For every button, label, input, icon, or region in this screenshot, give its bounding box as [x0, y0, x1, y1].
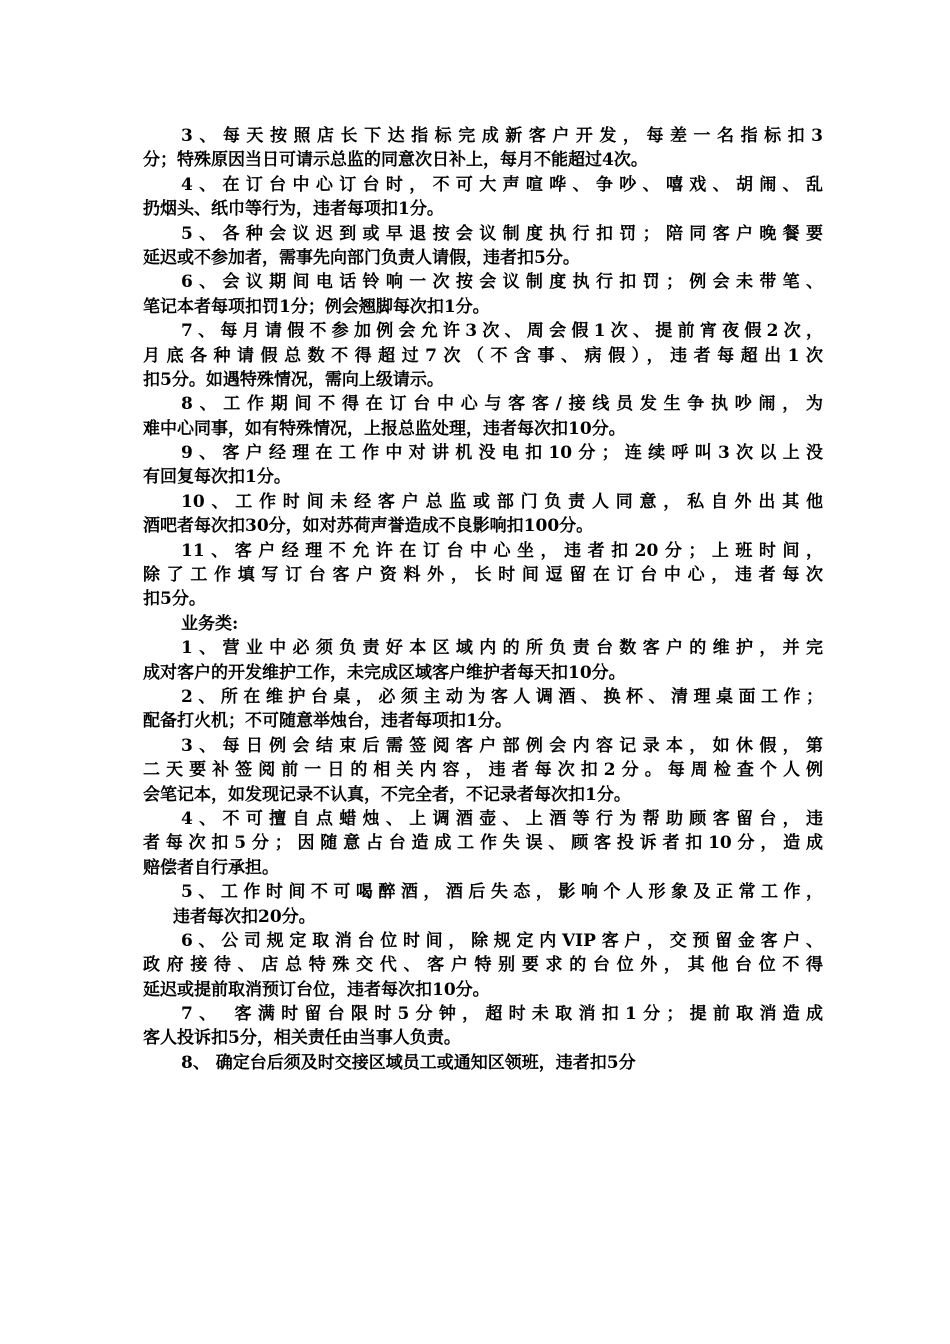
text-line: 5、工作时间不可喝醉酒，酒后失态，影响个人形象及正常工作，	[181, 882, 823, 903]
text-line: 扣5分。	[143, 589, 206, 610]
text-line: 延迟或不参加者，需事先向部门负责人请假，违者扣5分。	[143, 247, 580, 268]
text-line: 政府接待、店总特殊交代、客户特别要求的台位外，其他台位不得	[143, 955, 823, 976]
text-line: 6、会议期间电话铃响一次按会议制度执行扣罚；例会未带笔、	[181, 272, 823, 293]
text-line: 客人投诉扣5分，相关责任由当事人负责。	[143, 1028, 461, 1049]
text-line: 会笔记本，如发现记录不认真，不完全者，不记录者每次扣1分。	[143, 784, 631, 805]
text-line: 延迟或提前取消预订台位，违者每次扣10分。	[143, 979, 490, 1000]
text-line: 7、 客满时留台限时5分钟，超时未取消扣1分；提前取消造成	[181, 1004, 823, 1025]
text-line: 月底各种请假总数不得超过7次（不含事、病假），违者每超出1次	[143, 345, 823, 366]
text-line: 5、各种会议迟到或早退按会议制度执行扣罚；陪同客户晚餐要	[181, 223, 823, 244]
text-line: 8、工作期间不得在订台中心与客客/接线员发生争执吵闹，为	[181, 394, 823, 415]
text-line: 2、所在维护台桌，必须主动为客人调酒、换杯、清理桌面工作；	[181, 686, 823, 707]
text-line: 二天要补签阅前一日的相关内容，违者每次扣2分。每周检查个人例	[143, 760, 823, 781]
text-line: 业务类:	[181, 613, 239, 634]
text-line: 6、公司规定取消台位时间，除规定内VIP客户，交预留金客户、	[181, 930, 823, 951]
text-line: 扔烟头、纸巾等行为，违者每项扣1分。	[143, 199, 444, 220]
text-line: 10、工作时间未经客户总监或部门负责人同意，私自外出其他	[181, 491, 823, 512]
text-line: 7、每月请假不参加例会允许3次、周会假1次、提前宵夜假2次，	[181, 321, 823, 342]
text-line: 9、客户经理在工作中对讲机没电扣10分；连续呼叫3次以上没	[181, 443, 823, 464]
text-line: 4、在订台中心订台时，不可大声喧哗、争吵、嘻戏、胡闹、乱	[181, 174, 823, 195]
text-line: 配备打火机；不可随意举烛台，违者每项扣1分。	[143, 711, 512, 732]
text-line: 违者每次扣20分。	[173, 906, 316, 927]
text-line: 有回复每次扣1分。	[143, 467, 291, 488]
text-line: 8、 确定台后须及时交接区域员工或通知区领班，违者扣5分	[181, 1052, 636, 1073]
text-line: 11、客户经理不允许在订台中心坐，违者扣20分；上班时间，	[181, 540, 823, 561]
text-line: 笔记本者每项扣罚1分；例会翘脚每次扣1分。	[143, 296, 490, 317]
text-line: 3、每天按照店长下达指标完成新客户开发，每差一名指标扣3	[181, 126, 823, 146]
text-line: 者每次扣5分；因随意占台造成工作失误、顾客投诉者扣10分，造成	[143, 833, 823, 854]
text-line: 1、营业中必须负责好本区域内的所负责台数客户的维护，并完	[181, 638, 823, 659]
text-line: 成对客户的开发维护工作，未完成区域客户维护者每天扣10分。	[143, 662, 626, 683]
text-line: 除了工作填写订台客户资料外，长时间逗留在订台中心，违者每次	[143, 565, 823, 586]
text-line: 难中心同事，如有特殊情况，上报总监处理，违者每次扣10分。	[143, 418, 626, 439]
text-line: 扣5分。如遇特殊情况，需向上级请示。	[143, 369, 444, 390]
text-line: 4、不可擅自点蜡烛、上调酒壶、上酒等行为帮助顾客留台，违	[181, 808, 823, 829]
document-body	[143, 124, 823, 1075]
text-line: 分；特殊原因当日可请示总监的同意次日补上，每月不能超过4次。	[143, 150, 648, 171]
text-line: 酒吧者每次扣30分，如对苏荷声誉造成不良影响扣100分。	[143, 516, 594, 537]
text-line: 赔偿者自行承担。	[143, 857, 279, 878]
text-line: 3、每日例会结束后需签阅客户部例会内容记录本，如休假，第	[181, 735, 823, 756]
